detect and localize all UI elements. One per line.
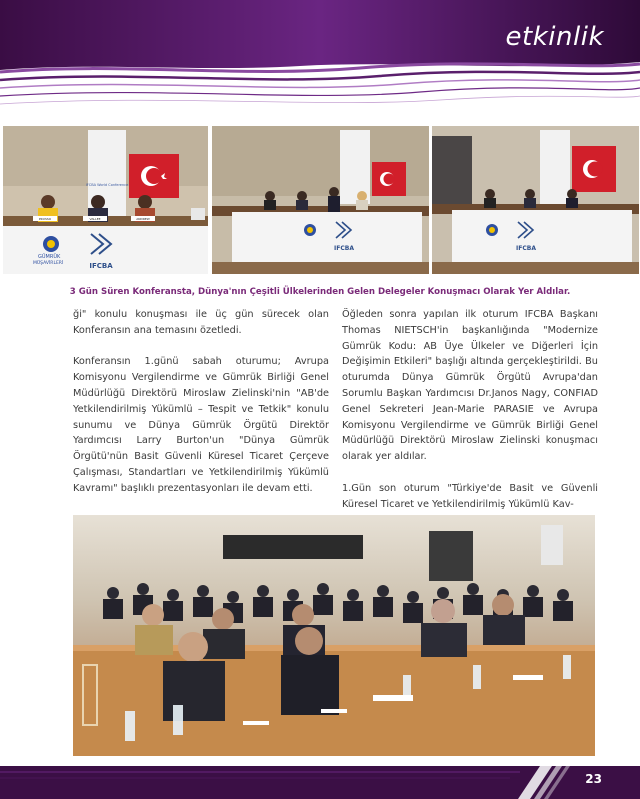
section-title: etkinlik <box>505 22 604 52</box>
svg-text:VALLEE: VALLEE <box>89 217 101 221</box>
article-left-column <box>73 307 329 512</box>
article-paragraph: Öğleden sonra yapılan ilk oturum IFCBA Başkanı Thomas NIETSCH'in başkanlığında "Modernize Gümrük Kodu: AB Üye Ülkeler ve Diğerleri İçin Değişimin Etkileri" başlığı altında gerçekleştirildi. Bu oturumda Dünya Gümrük Örgütü Avrupa'dan Sorumlu Başkan Yardımcısı Dr.Janos Nagy, CONFIAD Genel Sekreteri Jean-Marie PARASIE ve Avrupa Komisyonu Vergilendirme ve Gümrük Birliği Genel Müdürlüğü Direktörü Miroslaw Zielinski konuşmacı olarak yer aldılar. <box>342 309 598 463</box>
svg-text:IFCBA: IFCBA <box>516 245 536 252</box>
page-header <box>0 0 640 110</box>
svg-text:ANDREW: ANDREW <box>136 217 150 221</box>
audience-photo <box>73 515 595 756</box>
footer-stripe-graphic <box>0 766 640 799</box>
article-paragraph: Konferansın 1.günü sabah oturumu; Avrupa Komisyonu Vergilendirme ve Gümrük Birliği Genel Müdürlüğü Direktörü Miroslaw Zielinski'nin "AB'de Yetkilendirilmiş Yükümlü – Tespit ve Tetkik" konulu sunumu ve Dünya Gümrük Örgütü Direktör Yardımcısı Larry Burton'un "Dünya Gümrük Örgütü'nün Basit Güvenli Küresel Ticaret Çerçeve Çalışması, Standartları ve Yetkilendirilmiş Yükümlü Kavramı" başlıklı prezentasyonları ile devam etti. <box>73 356 329 494</box>
svg-text:IFCBA: IFCBA <box>89 262 113 270</box>
conference-photo-panel-2 <box>212 126 429 274</box>
article-right-column <box>342 307 598 528</box>
article-paragraph: 1.Gün son oturum "Türkiye'de Basit ve Güvenli Küresel Ticaret ve Yetkilendirilmiş Yükümlü Kav- <box>342 482 598 510</box>
article-paragraph: ği" konulu konuşması ile üç gün sürecek olan Konferansın ana temasını özetledi. <box>73 309 329 336</box>
svg-text:GÜMRÜK: GÜMRÜK <box>38 254 61 260</box>
svg-text:IFCBA: IFCBA <box>334 245 354 252</box>
header-swoosh-graphic <box>0 0 640 110</box>
svg-text:PRUSSO: PRUSSO <box>38 217 52 221</box>
page-number: 23 <box>585 772 602 786</box>
svg-text:MÜŞAVİRLERİ: MÜŞAVİRLERİ <box>33 261 64 266</box>
conference-photo-panel-3 <box>432 126 639 274</box>
conference-banner <box>540 130 570 206</box>
conference-photo-panel-1 <box>3 126 208 274</box>
photo-caption: 3 Gün Süren Konferansta, Dünya'nın Çeşitli Ülkelerinden Gelen Delegeler Konuşmacı Olarak Yer Aldılar. <box>69 287 571 297</box>
svg-text:IFCBA World Conference: IFCBA World Conference <box>85 183 129 187</box>
page-footer <box>0 766 640 799</box>
